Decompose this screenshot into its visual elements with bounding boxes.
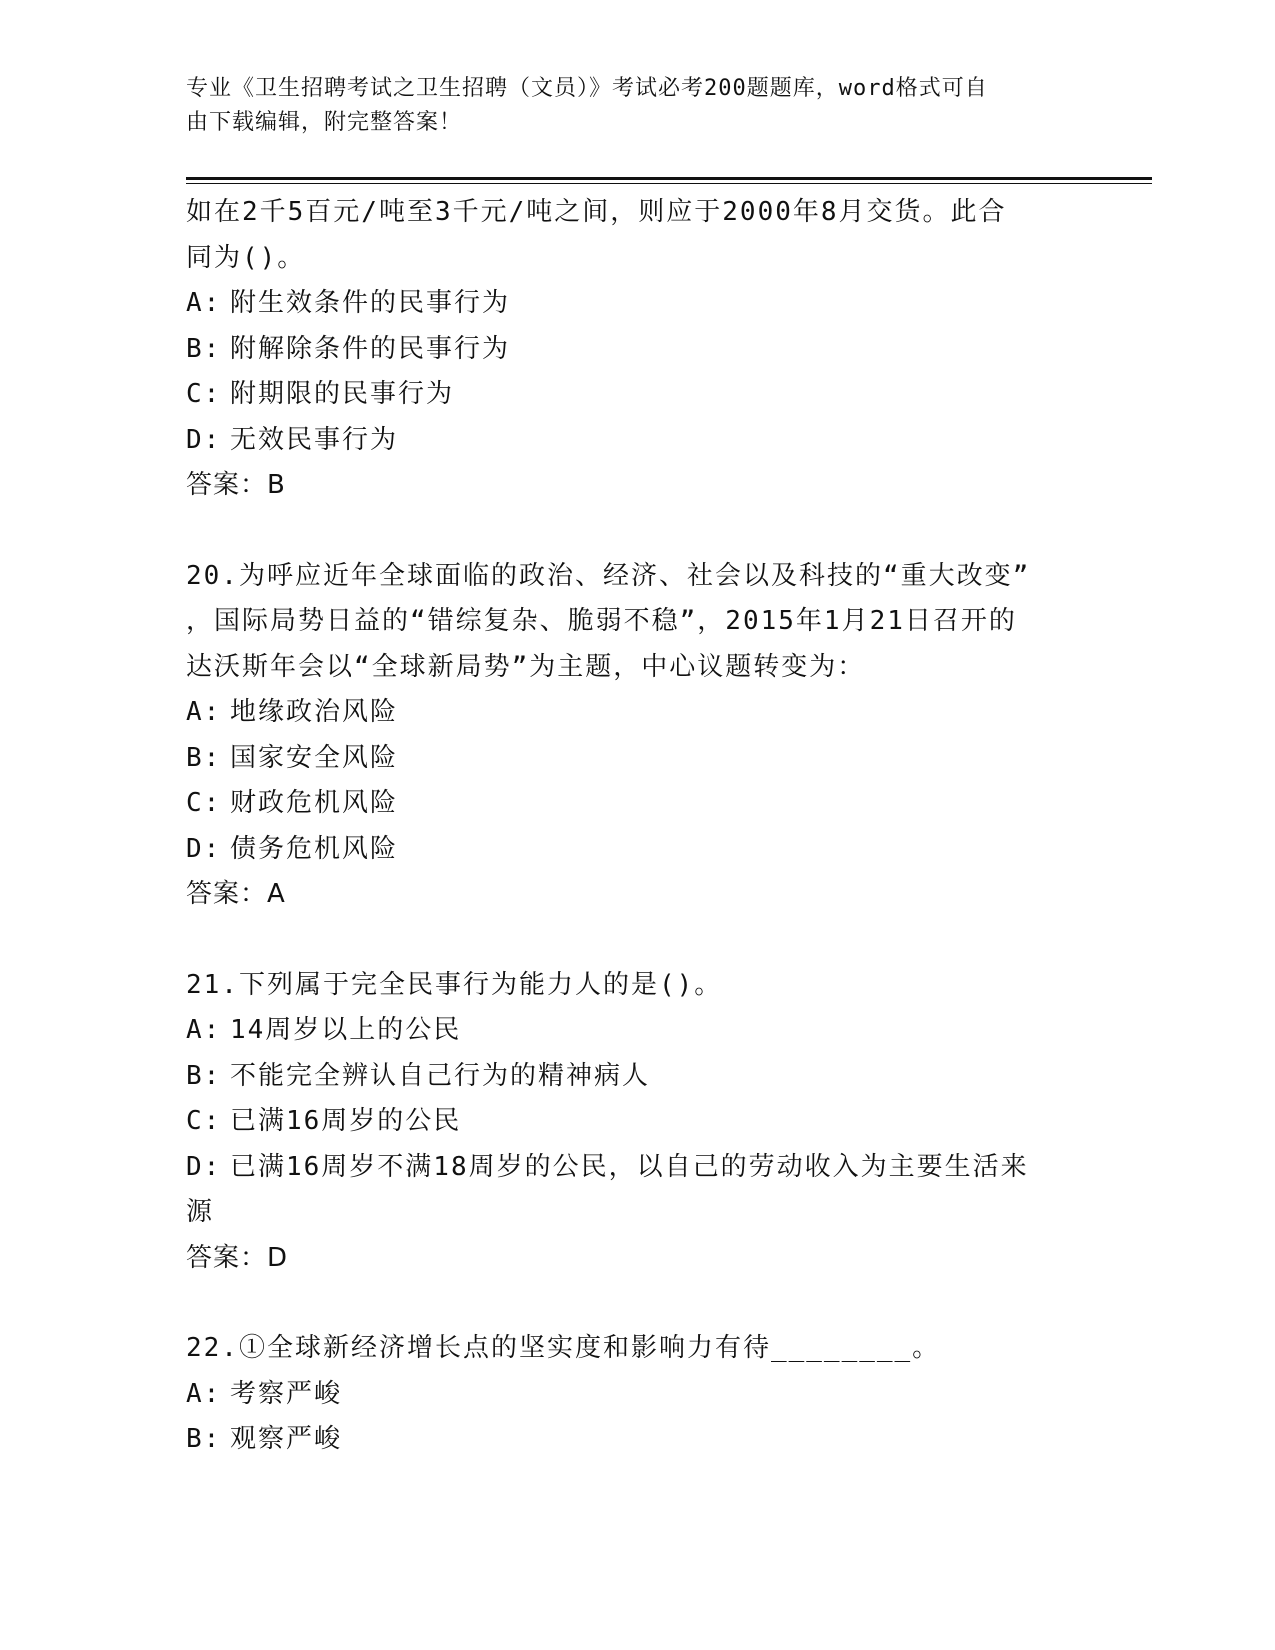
question-21	[186, 963, 1076, 1282]
option-b	[186, 736, 1076, 782]
option-a	[186, 1372, 1076, 1418]
answer-label: 答案：A	[186, 879, 286, 909]
option-key: A:	[186, 1378, 222, 1409]
option-key: A:	[186, 288, 222, 318]
option-text: 附解除条件的民事行为	[230, 333, 511, 364]
answer-label: 答案：B	[186, 470, 286, 500]
question-text: 20.为呼应近年全球面临的政治、经济、社会以及科技的“重大改变”	[186, 560, 1031, 591]
option-text: 附期限的民事行为	[230, 379, 455, 409]
document-header	[186, 72, 1066, 140]
option-d	[186, 827, 1076, 873]
question-text: 如在2千5百元/吨至3千元/吨之间，则应于2000年8月交货。此合	[186, 197, 1007, 227]
option-d	[186, 418, 1076, 464]
option-key: D:	[186, 1151, 222, 1182]
question-spacer	[186, 1281, 1076, 1326]
option-text: 国家安全风险	[230, 742, 399, 773]
answer-label: 答案：D	[186, 1242, 289, 1273]
question-text: 同为()。	[186, 242, 306, 273]
question-19	[186, 190, 1076, 509]
option-key: A:	[186, 1015, 222, 1045]
option-a	[186, 690, 1076, 736]
option-text: 考察严峻	[230, 1378, 343, 1409]
option-b	[186, 1054, 1076, 1100]
header-divider-thin	[186, 183, 1152, 184]
option-d-continued: 源	[186, 1197, 215, 1227]
option-key: C:	[186, 788, 222, 818]
option-key: B:	[186, 742, 222, 773]
option-key: B:	[186, 1424, 222, 1454]
option-c	[186, 781, 1076, 827]
header-divider-thick	[186, 177, 1152, 180]
header-line-2: 由下载编辑，附完整答案！	[186, 110, 463, 135]
option-text: 地缘政治风险	[230, 697, 399, 727]
option-key: A:	[186, 697, 222, 727]
option-key: B:	[186, 333, 222, 364]
option-key: C:	[186, 1106, 222, 1136]
option-key: B:	[186, 1060, 222, 1091]
option-a	[186, 1008, 1076, 1054]
option-text: 观察严峻	[230, 1424, 343, 1454]
option-text: 14周岁以上的公民	[230, 1015, 462, 1045]
question-22	[186, 1326, 1076, 1463]
option-c	[186, 1099, 1076, 1145]
option-c	[186, 372, 1076, 418]
option-text: 已满16周岁不满18周岁的公民，以自己的劳动收入为主要生活来	[230, 1151, 1029, 1182]
option-text: 不能完全辨认自己行为的精神病人	[230, 1060, 651, 1091]
question-list	[186, 190, 1076, 1463]
question-20	[186, 554, 1076, 918]
option-text: 债务危机风险	[230, 833, 399, 864]
question-text: 达沃斯年会以“全球新局势”为主题，中心议题转变为：	[186, 651, 866, 682]
option-b	[186, 327, 1076, 373]
option-b	[186, 1417, 1076, 1463]
question-spacer	[186, 918, 1076, 963]
option-text: 财政危机风险	[230, 788, 399, 818]
option-a	[186, 281, 1076, 327]
option-key: D:	[186, 833, 222, 864]
question-text: ，国际局势日益的“错综复杂、脆弱不稳”，2015年1月21日召开的	[186, 606, 1017, 636]
question-text: 22.①全球新经济增长点的坚实度和影响力有待________。	[186, 1333, 941, 1363]
option-key: C:	[186, 379, 222, 409]
header-line-1: 专业《卫生招聘考试之卫生招聘（文员）》考试必考200题题库，word格式可自	[186, 76, 988, 101]
option-text: 已满16周岁的公民	[230, 1106, 462, 1136]
option-text: 无效民事行为	[230, 424, 399, 455]
question-spacer	[186, 509, 1076, 554]
option-key: D:	[186, 424, 222, 455]
option-text: 附生效条件的民事行为	[230, 288, 511, 318]
question-text: 21.下列属于完全民事行为能力人的是()。	[186, 969, 723, 1000]
option-d	[186, 1145, 1076, 1191]
